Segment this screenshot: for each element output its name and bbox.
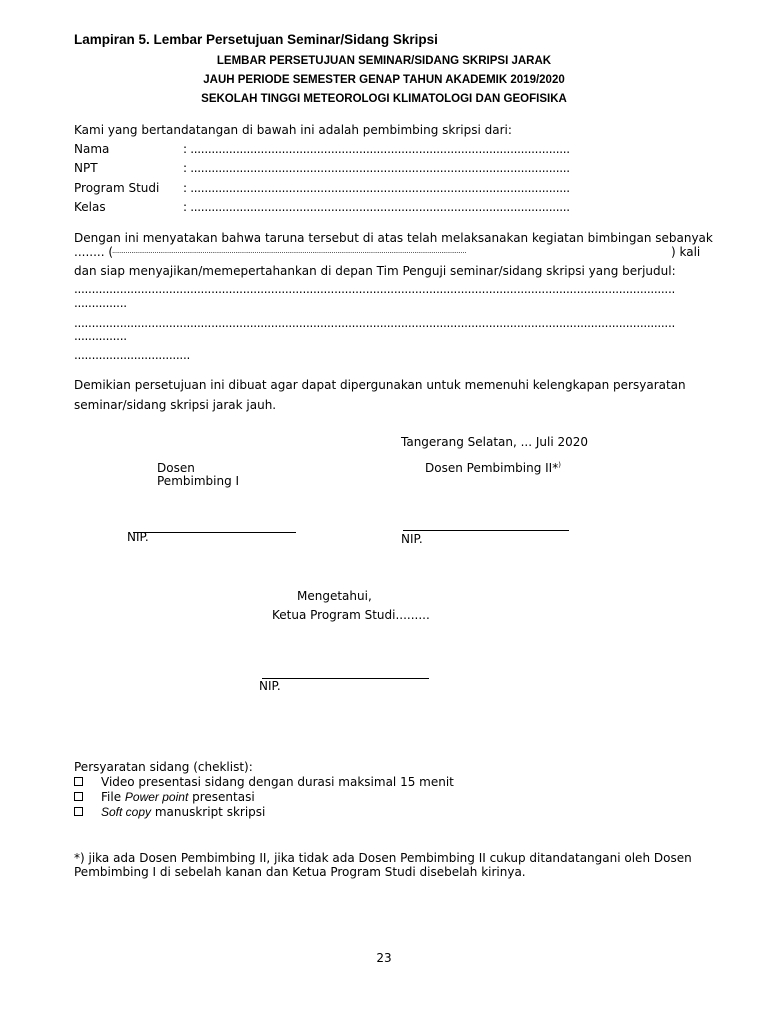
signature-line-kaprodi [262,678,429,679]
field-label-program-studi: Program Studi [74,181,160,195]
statement-count-end: ) kali [671,245,701,259]
footnote-line-2: Pembimbing I di sebelah kanan dan Ketua Program Studi disebelah kirinya. [74,865,526,879]
title-dots-short-1: ............... [74,296,127,310]
checkbox-powerpoint[interactable] [74,792,83,801]
checklist-item-softcopy-text [101,805,265,819]
field-value-program-studi: : ............................................................................................................ [183,181,570,195]
title-line-3: SEKOLAH TINGGI METEOROLOGI KLIMATOLOGI DAN GEOFISIKA [201,93,567,105]
signature-line-dosen1 [133,532,296,533]
checklist-item-video-text: Video presentasi sidang dengan durasi maksimal 15 menit [101,775,454,789]
acknowledgement-line-1: Mengetahui, [297,589,372,603]
page-number: 23 [376,951,392,965]
lampiran-heading: Lampiran 5. Lembar Persetujuan Seminar/Sidang Skripsi [74,32,438,47]
statement-count-dots: ........................................................................................................................................................................................ [112,247,467,255]
title-dots-short-3: ................................. [74,348,190,362]
field-label-npt: NPT [74,161,98,175]
closing-line-2: seminar/sidang skripsi jarak jauh. [74,398,277,412]
checklist-item-powerpoint-italic: Power point [124,790,189,804]
closing-line-1: Demikian persetujuan ini dibuat agar dapat dipergunakan untuk memenuhi kelengkapan persyaratan [74,378,686,392]
field-label-nama: Nama [74,142,110,156]
field-value-kelas: : ............................................................................................................ [183,200,570,214]
nip-dosen1: NIP. [127,530,149,544]
title-line-2: JAUH PERIODE SEMESTER GENAP TAHUN AKADEMIK 2019/2020 [203,74,565,86]
signature-line-dosen2 [403,530,569,531]
checklist-item-video [74,775,454,789]
title-dots-short-2: ............... [74,329,127,343]
dosen2-label-text: Dosen Pembimbing II* [425,461,559,475]
checklist-title: Persyaratan sidang (cheklist): [74,760,253,774]
nip-kaprodi: NIP. [259,679,281,693]
field-value-nama: : ............................................................................................................ [183,142,570,156]
field-label-kelas: Kelas [74,200,106,214]
footnote-line-1: *) jika ada Dosen Pembimbing II, jika tidak ada Dosen Pembimbing II cukup ditandatangani oleh Dosen [74,851,692,865]
checkbox-video[interactable] [74,777,83,786]
acknowledgement-line-2: Ketua Program Studi......... [272,608,430,622]
checklist-item-powerpoint-text [101,790,255,804]
place-date: Tangerang Selatan, ... Juli 2020 [401,435,589,449]
checklist-item-softcopy [74,805,266,819]
intro-text: Kami yang bertandatangan di bawah ini adalah pembimbing skripsi dari: [74,123,512,137]
checklist-item-softcopy-italic: Soft copy [101,805,152,819]
nip-dosen2: NIP. [401,532,423,546]
dosen2-label [425,461,561,475]
field-value-npt: : ............................................................................................................ [183,161,570,175]
dosen1-label-line-1: Dosen [157,461,195,475]
title-line-1: LEMBAR PERSETUJUAN SEMINAR/SIDANG SKRIPSI JARAK [216,55,552,67]
statement-line-3: dan siap menyajikan/memepertahankan di depan Tim Penguji seminar/sidang skripsi yang berjudul: [74,264,676,278]
statement-line-1: Dengan ini menyatakan bahwa taruna tersebut di atas telah melaksanakan kegiatan bimbingan sebanyak [74,231,713,245]
dosen2-footnote-mark: ) [558,461,561,469]
checklist-item-powerpoint-post: presentasi [188,790,255,804]
checklist-item-softcopy-post: manuskript skripsi [151,805,266,819]
checklist-item-powerpoint [74,790,255,804]
checklist-item-powerpoint-pre: File [101,790,125,804]
checkbox-softcopy[interactable] [74,807,83,816]
title-dots-long-1: ........................................................................................................................................................................... [74,282,675,296]
dosen1-label-line-2: Pembimbing I [157,474,240,488]
title-dots-long-2: ........................................................................................................................................................................... [74,316,675,330]
statement-count-start: ........ ( [74,245,114,259]
